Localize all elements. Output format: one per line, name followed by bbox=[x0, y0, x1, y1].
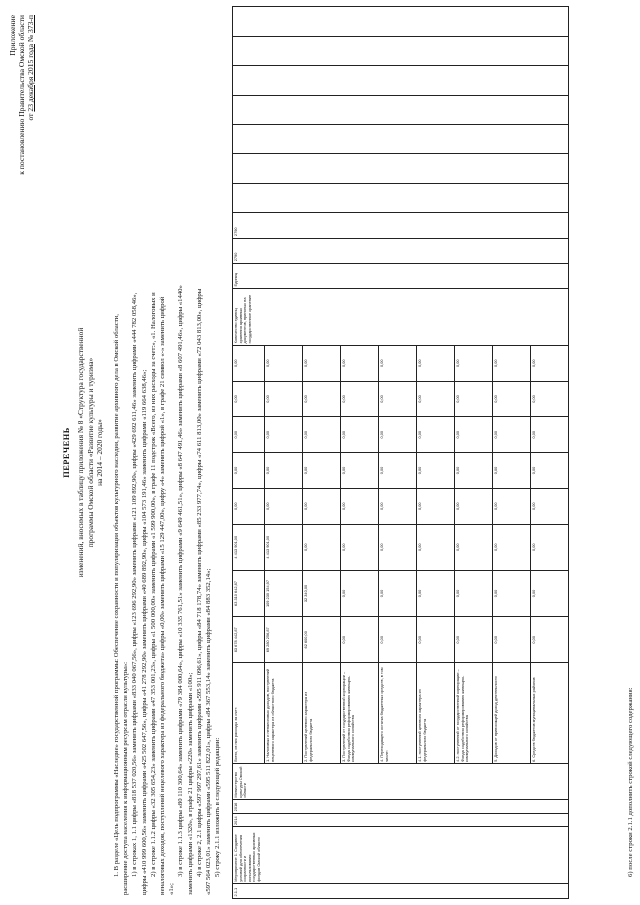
amount-cell: 0,00 bbox=[341, 345, 379, 381]
activity-name: Мероприятие 1. Создание условий для обеспечения сохранности и использования государственных архивных фондов Омской области bbox=[233, 827, 569, 884]
end-year: 2016 bbox=[233, 800, 569, 814]
amount-cell: 0,00 bbox=[531, 488, 569, 524]
amount-cell: 0,00 bbox=[531, 381, 569, 417]
appendix-label: Приложение bbox=[8, 15, 17, 56]
amount-cell: 0,00 bbox=[303, 488, 341, 524]
amount-cell: 0,00 bbox=[493, 417, 531, 453]
amount-cell: 0,00 bbox=[417, 345, 455, 381]
amount-cell: 0,00 bbox=[379, 345, 417, 381]
amount-cell: 0,00 bbox=[493, 381, 531, 417]
amount-cell: 0,00 bbox=[531, 417, 569, 453]
amount-cell: 0,00 bbox=[417, 453, 455, 489]
amount-cell: 0,00 bbox=[265, 417, 303, 453]
indicator-year-cell bbox=[233, 7, 569, 37]
paragraph: «597 564 023,01» заменить цифрами «595 511 822,01», цифры «84 367 553,14» заменить цифрами «84 883 352,14»; bbox=[205, 568, 213, 895]
amount-cell: 0,00 bbox=[455, 453, 493, 489]
paragraph: 4) в строке 2, 2.1 цифры «597 997 297,61» заменить цифрами «595 911 096,61», цифры «84 718 178,74» заменить цифрами «85 233 977,74», цифры «74 611 813,00» заменить цифрами «72 043 813,00», цифры bbox=[195, 288, 203, 877]
amount-cell: 32 340,00 bbox=[303, 570, 341, 616]
amount-cell: 0,00 bbox=[417, 381, 455, 417]
funding-source-label: 4. Переходящего остатка бюджетных средств, в том числе: bbox=[379, 663, 417, 764]
funding-source-label: 6. Средств бюджетов муниципальных районов bbox=[531, 663, 569, 764]
amount-cell: 0,00 bbox=[493, 345, 531, 381]
amount-cell: 109 230 154,97 bbox=[265, 570, 303, 616]
amount-cell: 0,00 bbox=[233, 417, 265, 453]
funding-source-label: Всего, из них расходы за счет: bbox=[233, 663, 265, 764]
amount-cell: 63 310 642,87 bbox=[233, 570, 265, 616]
amount-cell: 0,00 bbox=[531, 617, 569, 663]
amount-cell: 0,00 bbox=[455, 617, 493, 663]
funding-source-label: 1. Налоговых и неналоговых доходов, поступлений нецелевого характера из областного бюджета bbox=[265, 663, 303, 764]
paragraph: 6) после строки 2.1.1 дополнить строкой следующего содержания: bbox=[627, 687, 634, 877]
amount-cell: 0,00 bbox=[341, 524, 379, 570]
amount-cell: 0,00 bbox=[379, 381, 417, 417]
amount-cell: 62 600,00 bbox=[303, 617, 341, 663]
amount-cell: 0,00 bbox=[455, 417, 493, 453]
indicator-year-cell bbox=[233, 95, 569, 124]
amount-cell: 0,00 bbox=[341, 453, 379, 489]
indicator-year-cell bbox=[233, 183, 569, 212]
resolution-date-line: от 23 декабря 2015 года № 373-п bbox=[26, 15, 35, 121]
paragraph: расширение доступа населения к информационным ресурсам отрасли культуры»: bbox=[122, 661, 130, 895]
amount-cell: 0,00 bbox=[379, 417, 417, 453]
amount-cell: 0,00 bbox=[303, 417, 341, 453]
paragraph: 1) в строках 1, 1.1 цифры «818 537 020,56» заменить цифрами «833 040 067,56», цифры «123 696 292,90» заменить цифрами «121 109 892,90», цифры «429 692 611,46» заменить цифрами «444 782 058,46», bbox=[131, 292, 139, 877]
amount-cell: 0,00 bbox=[493, 570, 531, 616]
paragraph: 2) в строке 1.1.2 цифры «32 305 654,23» заменить цифрами «47 353 001,23», цифры «1 500 000,00» заменить цифрами «1 599 900,00», в графе 11 подстрок «Всего, из них расходы за счет:», «1. Налоговых и bbox=[149, 292, 157, 877]
amount-cell: 0,00 bbox=[417, 488, 455, 524]
amount-cell: 69 280 256,87 bbox=[265, 617, 303, 663]
amount-cell: 0,00 bbox=[455, 570, 493, 616]
amount-cell: 0,00 bbox=[417, 617, 455, 663]
amount-cell: 0,00 bbox=[531, 345, 569, 381]
funding-source-label: 2. Поступлений целевого характера из федерального бюджета bbox=[303, 663, 341, 764]
paragraph: 5) строку 2.1.1 изложить в следующей редакции: bbox=[214, 737, 222, 877]
amount-cell: 4 413 901,00 bbox=[265, 524, 303, 570]
row-number: 2.1.1 bbox=[233, 884, 569, 899]
paragraph: цифры «410 999 600,56» заменить цифрами «425 502 647,56», цифры «41 278 292,90» заменить цифрами «40 689 892,90», цифры «104 573 191,46» заменить цифрами «119 664 638,46»; bbox=[140, 369, 148, 895]
amount-cell: 0,00 bbox=[379, 570, 417, 616]
amount-cell: 0,00 bbox=[341, 570, 379, 616]
amount-cell: 0,00 bbox=[493, 488, 531, 524]
amount-cell: 0,00 bbox=[379, 617, 417, 663]
amount-cell: 0,00 bbox=[417, 417, 455, 453]
document-title: ПЕРЕЧЕНЬ bbox=[62, 427, 71, 478]
amount-cell: 0,00 bbox=[265, 345, 303, 381]
table-row bbox=[233, 7, 265, 899]
amount-cell: 0,00 bbox=[265, 488, 303, 524]
indicator-year-cell bbox=[233, 154, 569, 183]
amount-cell: 0,00 bbox=[455, 488, 493, 524]
amount-cell: 0,00 bbox=[341, 617, 379, 663]
amount-cell: 0,00 bbox=[531, 524, 569, 570]
amount-cell: 0,00 bbox=[455, 345, 493, 381]
indicator-year-cell bbox=[233, 125, 569, 154]
amount-cell: 0,00 bbox=[265, 453, 303, 489]
funding-source-label: 5. Доходов от приносящей доход деятельности bbox=[493, 663, 531, 764]
indicator-value-2014: 2790 bbox=[233, 213, 569, 238]
amount-cell: 0,00 bbox=[493, 453, 531, 489]
resolution-reference: к постановлению Правительства Омской области bbox=[17, 15, 26, 175]
closing-paragraph bbox=[626, 10, 635, 895]
amount-cell: 0,00 bbox=[303, 345, 341, 381]
amount-cell: 0,00 bbox=[303, 524, 341, 570]
amount-cell: 0,00 bbox=[233, 345, 265, 381]
indicator-name: Количество единиц хранения архивных документов, принятых на государственное хранение bbox=[233, 289, 569, 346]
amount-cell: 0,00 bbox=[379, 488, 417, 524]
amount-cell: 0,00 bbox=[233, 488, 265, 524]
amount-cell: 0,00 bbox=[379, 524, 417, 570]
amount-cell: 0,00 bbox=[341, 381, 379, 417]
amount-cell: 0,00 bbox=[531, 453, 569, 489]
responsible-executor: Министерство культуры Омской области bbox=[233, 764, 569, 800]
amount-cell: 0,00 bbox=[417, 524, 455, 570]
amount-cell: 0,00 bbox=[341, 417, 379, 453]
amount-cell: 0,00 bbox=[417, 570, 455, 616]
indicator-unit: Единиц bbox=[233, 263, 569, 288]
amount-cell: 83 678 442,87 bbox=[233, 617, 265, 663]
document-subtitle: изменений, вносимых в таблицу приложения № 8 «Структура государственной программы Омской области «Развитие культуры и туризма» на 2014 – 2020 годы» bbox=[76, 327, 105, 578]
amount-cell: 0,00 bbox=[233, 453, 265, 489]
amount-cell: 0,00 bbox=[379, 453, 417, 489]
amount-cell: 0,00 bbox=[303, 453, 341, 489]
amount-cell: 0,00 bbox=[303, 381, 341, 417]
amount-cell: 0,00 bbox=[455, 381, 493, 417]
amount-cell: 4 413 901,00 bbox=[233, 524, 265, 570]
start-year: 2014 bbox=[233, 813, 569, 827]
amount-cell: 0,00 bbox=[455, 524, 493, 570]
paragraph: 1. В разделе «Цель подпрограммы «Наследие» государственной программы: Обеспечение сохранности и популяризация объектов культурного наследия, развитие архивного дела в Омской области, bbox=[113, 314, 120, 877]
paragraph: «1»; bbox=[168, 883, 176, 895]
amount-cell: 0,00 bbox=[265, 381, 303, 417]
program-structure-table bbox=[232, 6, 569, 899]
amount-cell: 0,00 bbox=[531, 570, 569, 616]
paragraph: неналоговых доходов, поступлений нецелевого характера из федерального бюджета» цифры «0,00» заменить цифрами «15 129 447,00», цифру «4» заменить цифрой «1», в графе 21 символ «-» заменить цифрой bbox=[159, 296, 167, 895]
paragraph: 3) в строке 1.1.3 цифры «80 110 300,64» заменить цифрами «79 384 000,64», цифры «10 335 761,51» заменить цифрами «9 649 461,51», цифры «8 647 491,46» заменить цифрами «8 607 491,46», цифры «1440» bbox=[177, 285, 185, 877]
changes-list bbox=[112, 10, 222, 895]
indicator-year-cell bbox=[233, 66, 569, 95]
funding-source-label: 4.2. поступлений от государственной корпорации – Фонда содействия реформированию жилищно-коммунального хозяйства bbox=[455, 663, 493, 764]
amount-cell: 0,00 bbox=[493, 617, 531, 663]
funding-source-label: 4.1. поступлений целевого характера из федерального бюджета bbox=[417, 663, 455, 764]
paragraph: заменить цифрами «1320», в графе 21 цифры «220» заменить цифрами «100»; bbox=[186, 672, 194, 895]
indicator-value: 2790 bbox=[233, 238, 569, 263]
indicator-year-cell bbox=[233, 36, 569, 65]
amount-cell: 0,00 bbox=[341, 488, 379, 524]
amount-cell: 0,00 bbox=[233, 381, 265, 417]
amount-cell: 0,00 bbox=[493, 524, 531, 570]
appendix-header bbox=[8, 15, 35, 265]
funding-source-label: 3. Поступлений от государственной корпорации – Фонда содействия реформированию жилищно-коммунального хозяйства bbox=[341, 663, 379, 764]
resolution-number: 373-п bbox=[26, 15, 35, 33]
resolution-date: 23 декабря 2015 года bbox=[26, 44, 35, 112]
